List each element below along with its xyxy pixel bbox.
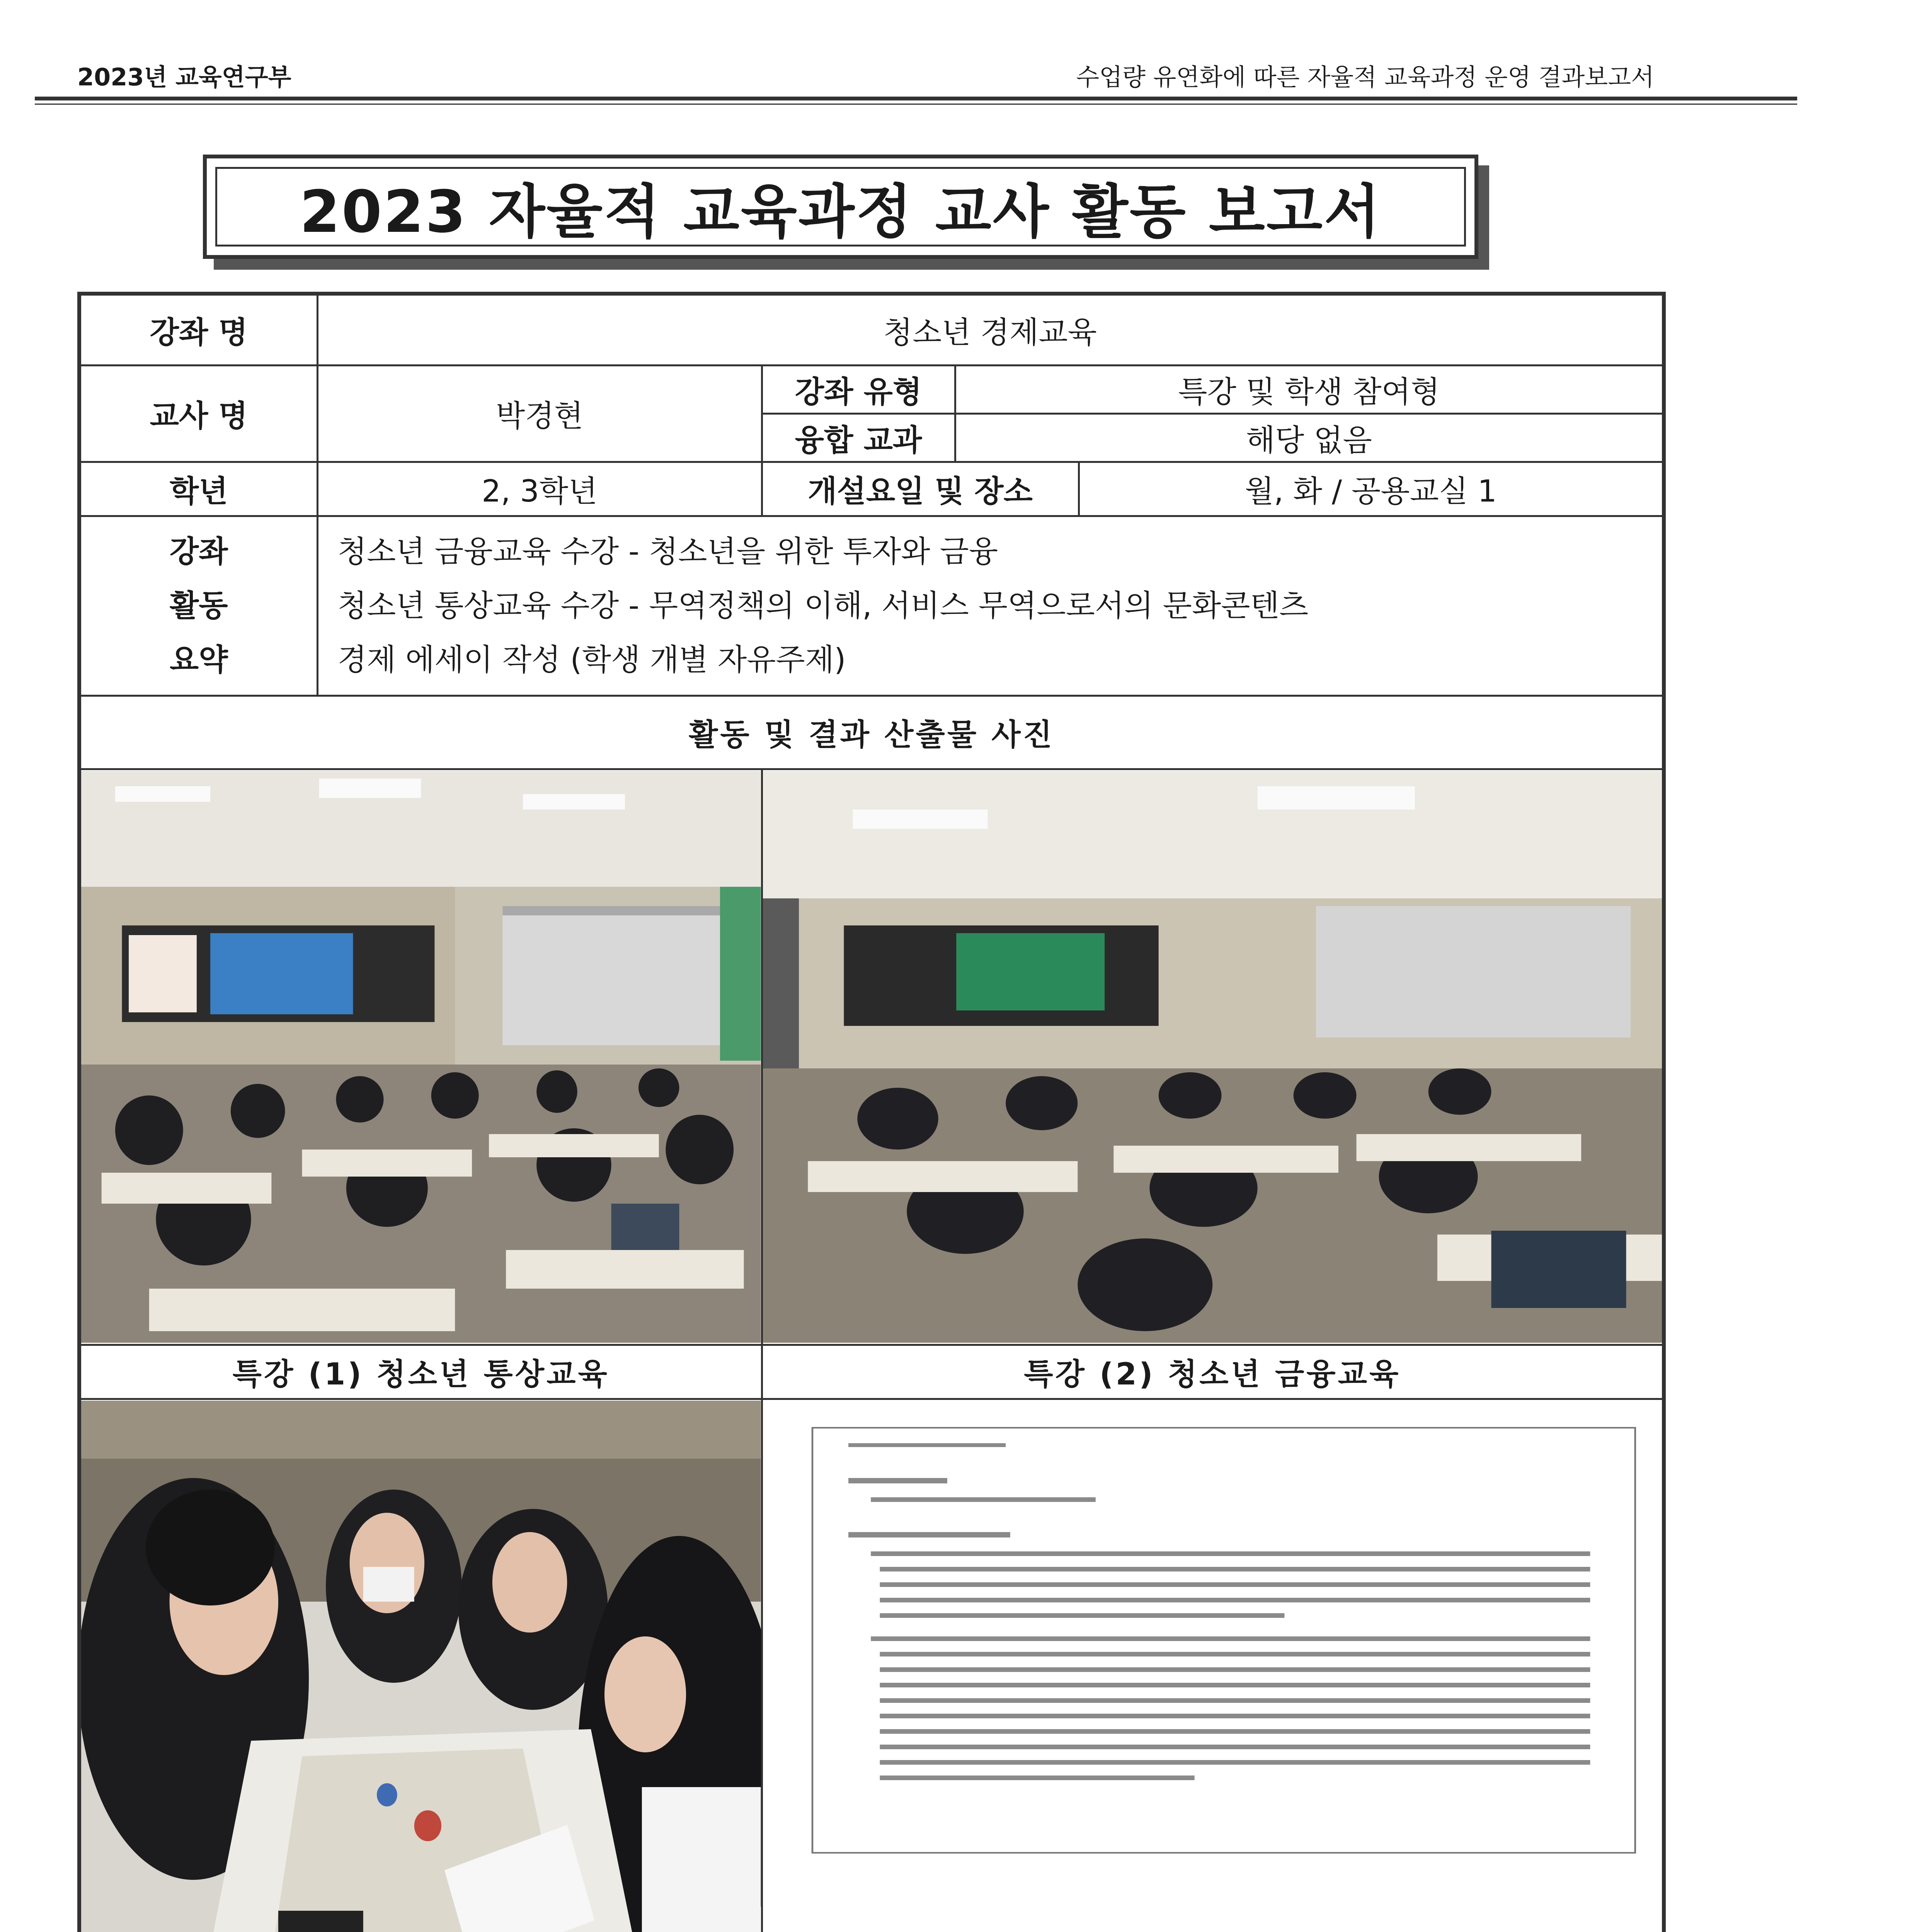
value-schedule-place: 월, 화 / 공용교실 1 xyxy=(1079,462,1664,516)
activity-summary-list xyxy=(317,516,1664,696)
header-rule xyxy=(35,97,1797,100)
label-grade: 학년 xyxy=(79,462,317,516)
classroom-photo-2-image xyxy=(763,771,1662,1343)
photo-game-activity xyxy=(79,1399,762,1932)
header-right: 수업량 유연화에 따른 자율적 교육과정 운영 결과보고서 xyxy=(1076,63,1654,91)
report-title: 2023 자율적 교육과정 교사 활동 보고서 xyxy=(300,179,1382,246)
label-course-name: 강좌 명 xyxy=(79,294,317,365)
value-grade: 2, 3학년 xyxy=(317,462,762,516)
caption-photo-1: 특강 (1) 청소년 통상교육 xyxy=(79,1345,762,1399)
header-rule-thin xyxy=(35,104,1797,105)
label-course-type: 강좌 유형 xyxy=(762,365,955,413)
value-integrated-subject: 해당 없음 xyxy=(955,413,1664,462)
game-activity-photo-image xyxy=(81,1401,761,1932)
value-course-name: 청소년 경제교육 xyxy=(317,294,1664,365)
photo-classroom-2 xyxy=(762,769,1664,1345)
caption-photo-2: 특강 (2) 청소년 금융교육 xyxy=(762,1345,1664,1399)
summary-item: 청소년 금융교육 수강 - 청소년을 위한 투자와 금융 xyxy=(337,534,998,569)
label-schedule-place: 개설요일 및 장소 xyxy=(762,462,1079,516)
header-left: 2023년 교육연구부 xyxy=(77,63,291,91)
label-teacher-name: 교사 명 xyxy=(79,365,317,462)
photo-student-output xyxy=(762,1399,1664,1932)
report-table xyxy=(77,292,1666,1932)
label-integrated-subject: 융합 교과 xyxy=(762,413,955,462)
photo-classroom-1 xyxy=(79,769,762,1345)
photos-header: 활동 및 결과 산출물 사진 xyxy=(79,696,1664,769)
report-title-box xyxy=(203,155,1478,259)
summary-item: 청소년 통상교육 수강 - 무역정책의 이해, 서비스 무역으로서의 문화콘텐츠 xyxy=(337,588,1309,623)
label-activity-summary: 강좌 활동 요약 xyxy=(79,516,317,696)
value-teacher-name: 박경현 xyxy=(317,365,762,462)
student-output-document-image xyxy=(763,1401,1662,1932)
value-course-type: 특강 및 학생 참여형 xyxy=(955,365,1664,413)
classroom-photo-1-image xyxy=(81,771,761,1343)
summary-item: 경제 에세이 작성 (학생 개별 자유주제) xyxy=(337,642,846,677)
